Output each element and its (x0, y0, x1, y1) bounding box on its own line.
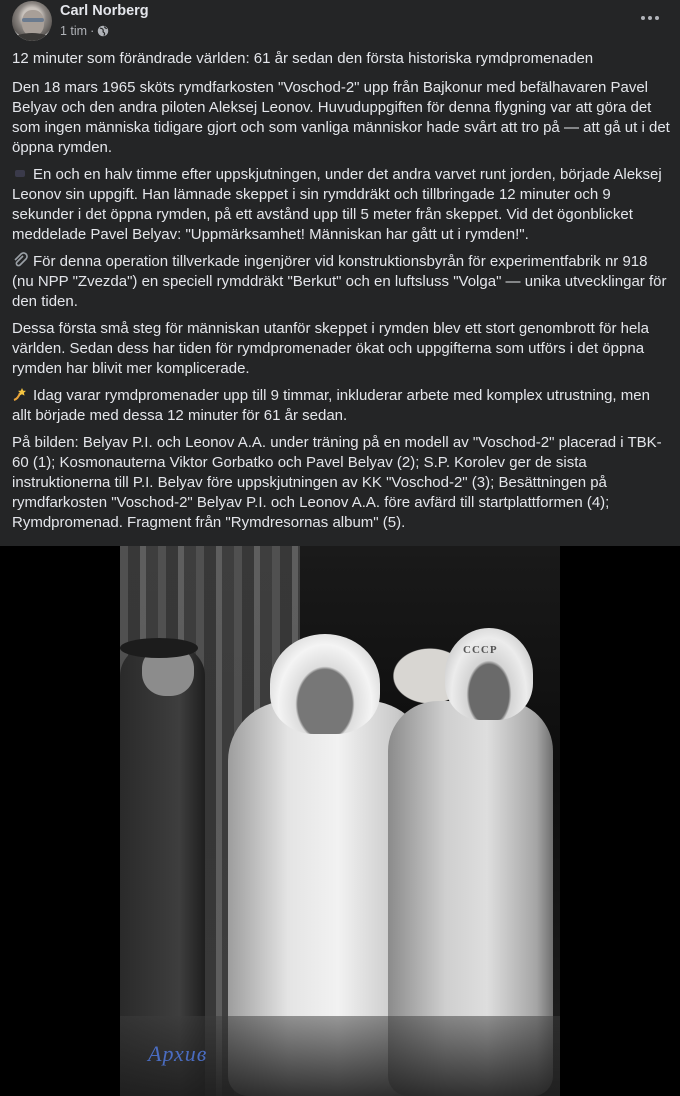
paperclip-icon (12, 252, 28, 268)
black-object-emoji-icon (12, 165, 28, 181)
author-avatar[interactable] (12, 1, 52, 41)
paragraph-suit (12, 252, 672, 312)
dizzy-star-icon (12, 386, 28, 402)
post-text (12, 49, 672, 540)
globe-icon[interactable] (97, 25, 109, 37)
photo-helmet-1 (270, 634, 380, 734)
paragraph-today (12, 386, 672, 426)
post-header (0, 0, 680, 46)
paragraph-text: På bilden: Belyav P.I. och Leonov A.A. under träning på en modell av "Voschod-2" placerad i TBK-60 (1); Kosmonauterna Viktor Gorbatko och Pavel Belyav (2); S.P. Korolev ger de sista instruktionerna till P.I. Belyav före uppskjutningen av KK "Voschod-2" (3); Besättningen på rymdfarkosten "Voschod-2" Belyav P.I. och Leonov A.A. före avfärd till startplattformen (4); Rymdpromenad. Fragment från "Rymdresornas album" (5). (12, 434, 662, 531)
avatar-glasses (22, 18, 44, 22)
post-time[interactable]: 1 tim (60, 24, 88, 38)
helmet-text: СССР (463, 644, 498, 656)
paragraph-text: Idag varar rymdpromenader upp till 9 timmar, inkluderar arbete med komplex utrustning, men allt började med dessa 12 minuter för 61 år sedan. (12, 387, 650, 424)
paragraph-caption (12, 433, 672, 533)
more-options-button[interactable] (636, 8, 664, 28)
ellipsis-dot (648, 16, 652, 20)
post-meta (60, 24, 109, 38)
paragraph-text: Dessa första små steg för människan utanför skeppet i rymden blev ett stort genombrott för hela världen. Sedan dess har tiden för rymdpromenader ökat och uppgifterna som utförs i det öppna rymden har blivit mer komplicerade. (12, 320, 649, 377)
ellipsis-dot (641, 16, 645, 20)
author-name[interactable]: Carl Norberg (60, 3, 149, 19)
post-photo-container[interactable] (0, 546, 680, 1096)
paragraph-text: För denna operation tillverkade ingenjörer vid konstruktionsbyrån för experimentfabrik nr 918 (nu NPP "Zvezda") en speciell rymddräkt "Berkut" och en luftsluss "Volga" — unika utvecklingar för den tiden. (12, 253, 667, 310)
photo-helmet-2 (445, 628, 533, 720)
paragraph-text: Den 18 mars 1965 sköts rymdfarkosten "Voschod-2" upp från Bajkonur med befälhavaren Pavel Belyav och den andra piloten Aleksej Leonov. Huvuduppgiften för denna flygning var att göra det som ingen människa tidigare gjort och som vanliga människor hade svårt att tro på — att gå ut i det öppna rymden. (12, 79, 670, 156)
paragraph-text: En och en halv timme efter uppskjutningen, under det andra varvet runt jorden, började Aleksej Leonov sin uppgift. Han lämnade skeppet i sin rymddräkt och tillbringade 12 minuter och 9 sekunder i det öppna rymden, på ett avstånd upp till 5 meter från skeppet. Vid det ögonblicket meddelade Pavel Belyav: "Uppmärksamhet! Människan har gått ut i rymden!". (12, 166, 662, 243)
avatar-shirt (14, 33, 50, 41)
paragraph-breakthrough (12, 319, 672, 379)
post-title: 12 minuter som förändrade världen: 61 år sedan den första historiska rymdpromenaden (12, 50, 594, 67)
meta-separator: · (90, 24, 95, 38)
photo-officer-cap (120, 638, 198, 658)
paragraph-spacewalk (12, 165, 672, 245)
ellipsis-dot (655, 16, 659, 20)
post-photo[interactable] (120, 546, 560, 1096)
photo-watermark: Архив (148, 1041, 208, 1066)
paragraph-launch (12, 78, 672, 158)
